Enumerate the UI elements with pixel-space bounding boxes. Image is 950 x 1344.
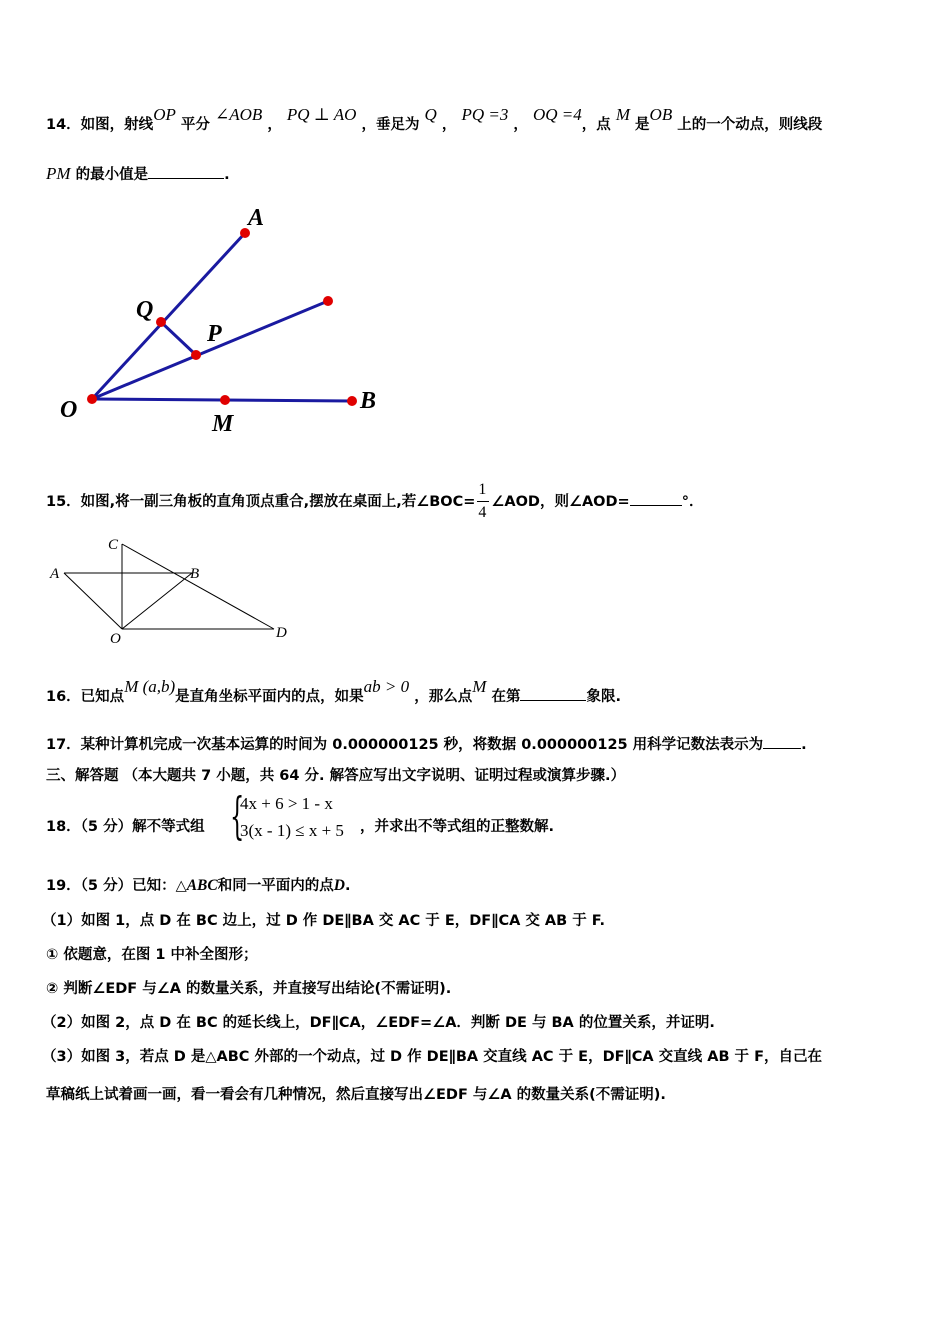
q16-line	[46, 677, 621, 707]
q14-period: .	[224, 167, 230, 183]
inequality-2: 3(x - 1) ≤ x + 5	[240, 821, 344, 840]
q18-prefix: 18．（5 分）解不等式组	[46, 819, 205, 835]
math-m: M	[472, 677, 487, 696]
q14-line1	[46, 105, 823, 135]
math-m: M	[615, 105, 630, 124]
q19-part1-step2: ② 判断∠EDF 与∠A 的数量关系，并直接写出结论(不需证明).	[46, 981, 452, 997]
math-pq-perp-ao: PQ ⊥ AO	[286, 105, 357, 124]
math-pm: PM	[46, 164, 71, 183]
q19-text: 和同一平面内的点	[217, 878, 334, 894]
q15-degree: °．	[681, 494, 704, 510]
q16-text: 是直角坐标平面内的点，如果	[175, 689, 364, 705]
q19-text: 19．（5 分）已知：△	[46, 878, 187, 894]
q17-text: 17．某种计算机完成一次基本运算的时间为 0.000000125 秒，将数据 0.000000125 用科学记数法表示为	[46, 737, 764, 753]
q16-text: ，那么点	[414, 689, 473, 705]
fraction-denominator: 4	[478, 504, 487, 521]
ray-op	[92, 301, 328, 399]
q19-part3-cont: 草稿纸上试着画一画，看一看会有几种情况，然后直接写出∠EDF 与∠A 的数量关系(不需证明).	[46, 1087, 666, 1103]
math-angle-aob: ∠AOB	[214, 105, 263, 124]
label-d: D	[276, 625, 287, 641]
line-cd	[122, 544, 274, 629]
q16-text: 象限.	[586, 689, 621, 705]
q19-part3: （3）如图 3，若点 D 是△ABC 外部的一个动点，过 D 作 DE∥BA 交直线 AC 于 E，DF∥CA 交直线 AB 于 F，自己在	[42, 1049, 823, 1065]
q14-comma: ，	[267, 117, 282, 133]
point-q	[156, 317, 166, 327]
q16-text: 16．已知点	[46, 689, 125, 705]
math-ab-positive: ab > 0	[363, 677, 410, 696]
fraction-numerator: 1	[478, 481, 487, 498]
answer-blank[interactable]	[763, 734, 801, 749]
fraction-bar	[477, 501, 489, 502]
q19-line1	[46, 876, 350, 896]
q16-text: 在第	[491, 689, 521, 705]
point-p	[191, 350, 201, 360]
q14-text: 的最小值是	[75, 167, 149, 183]
segment-pq	[161, 322, 196, 355]
q17-period: .	[801, 737, 807, 753]
line-ob	[122, 573, 192, 629]
section-heading: 三、解答题 （本大题共 7 小题，共 64 分. 解答应写出文字说明、证明过程或演算步骤.）	[46, 768, 626, 784]
line-ao	[64, 573, 122, 629]
label-a: A	[50, 566, 60, 582]
q14-text: 是	[635, 117, 650, 133]
math-ob: OB	[649, 105, 673, 124]
q19-part1-step1: ① 依题意，在图 1 中补全图形；	[46, 947, 258, 963]
q14-comma: ，	[513, 117, 528, 133]
q19-period: .	[344, 878, 351, 894]
q15-text: ∠AOD，则∠AOD=	[491, 494, 630, 510]
brace-icon: {	[230, 787, 245, 845]
q14-text: 平分	[180, 117, 210, 133]
q14-text: 上的一个动点，则线段	[677, 117, 823, 133]
math-q: Q	[424, 105, 437, 124]
answer-blank[interactable]	[520, 686, 586, 701]
q15-line	[46, 482, 703, 522]
label-c: C	[108, 537, 119, 553]
point-end-op	[323, 296, 333, 306]
math-pq-3: PQ =3	[461, 105, 509, 124]
figure-q14	[50, 195, 390, 440]
answer-blank[interactable]	[148, 164, 224, 179]
label-a: A	[248, 205, 265, 231]
point-b	[347, 396, 357, 406]
q14-number: 14．如图，射线	[46, 117, 154, 133]
q19-part2: （2）如图 2，点 D 在 BC 的延长线上，DF∥CA，∠EDF=∠A．判断 DE 与 BA 的位置关系，并证明.	[42, 1015, 715, 1031]
label-b: B	[190, 566, 200, 582]
fraction-one-quarter	[475, 482, 491, 522]
label-b: B	[360, 388, 377, 414]
q19-part1: （1）如图 1，点 D 在 BC 边上，过 D 作 DE∥BA 交 AC 于 E，DF∥CA 交 AB 于 F.	[42, 913, 606, 929]
label-q: Q	[136, 297, 154, 323]
inequality-system	[230, 787, 360, 846]
ray-oa	[92, 233, 245, 399]
figure-q15	[44, 532, 304, 647]
q17-line	[46, 734, 807, 755]
math-oq-4: OQ =4	[532, 105, 582, 124]
q14-line2	[46, 164, 230, 185]
point-o	[87, 394, 97, 404]
q18-suffix: ，并求出不等式组的正整数解.	[360, 819, 555, 835]
math-d: D	[333, 877, 345, 894]
label-o: O	[60, 397, 78, 423]
label-p: P	[207, 321, 222, 347]
math-m-ab: M (a,b)	[124, 677, 176, 696]
q15-text: 15．如图,将一副三角板的直角顶点重合,摆放在桌面上,若∠BOC=	[46, 494, 476, 510]
answer-blank[interactable]	[630, 491, 682, 506]
math-abc: ABC	[186, 877, 218, 894]
label-o: O	[110, 631, 121, 647]
q14-text: ，点	[581, 117, 611, 133]
inequality-1: 4x + 6 > 1 - x	[240, 794, 333, 813]
q14-text: ，垂足为	[361, 117, 420, 133]
q14-comma: ，	[441, 117, 457, 133]
point-m	[220, 395, 230, 405]
label-m: M	[212, 411, 234, 437]
math-op: OP	[153, 105, 176, 124]
